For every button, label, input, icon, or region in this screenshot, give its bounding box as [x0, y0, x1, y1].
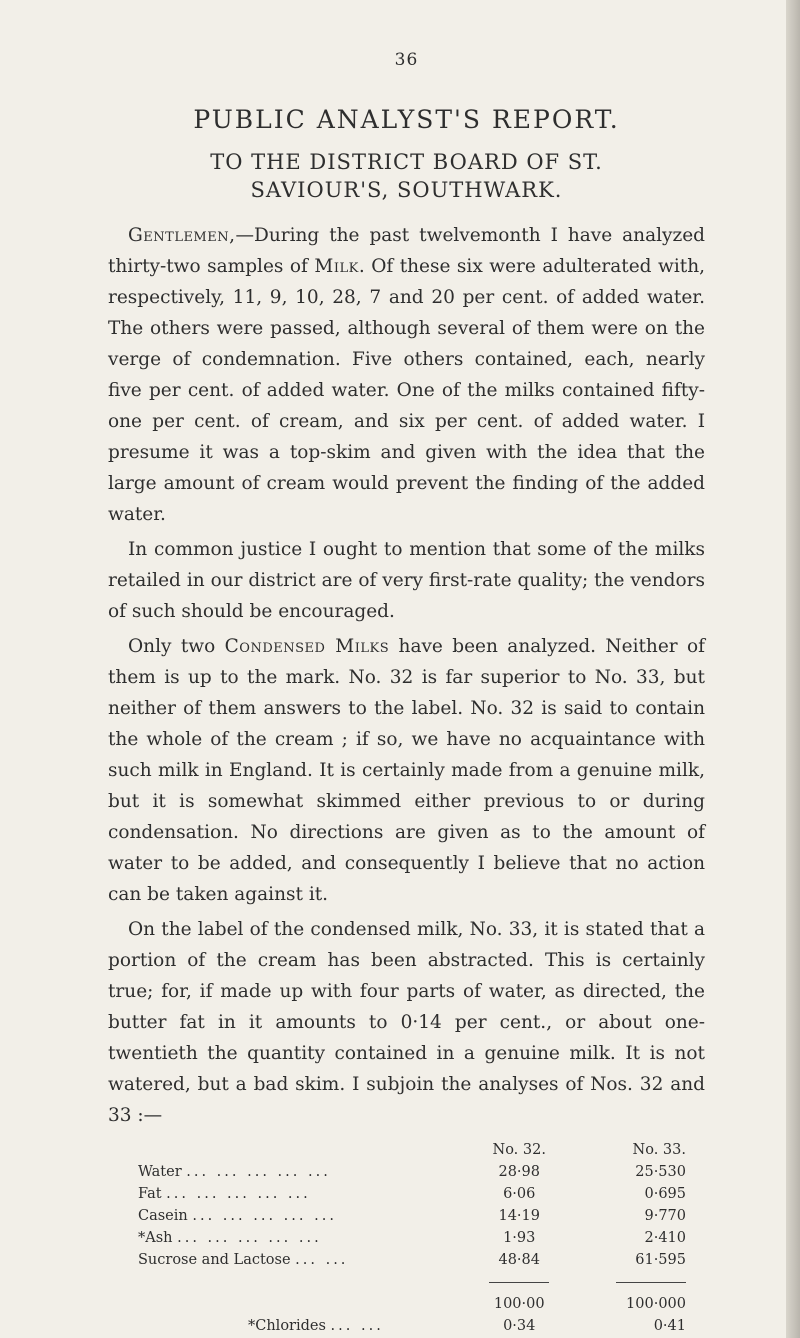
report-title: PUBLIC ANALYST'S REPORT.: [193, 105, 620, 134]
header-blank: [138, 1139, 466, 1161]
analysis-table-header: [138, 1139, 694, 1161]
paragraph-1-text-b: . Of these six were adulterated with, respectively, 11, 9, 10, 28, 7 and 20 per cent. of added water. The others were passed, although several of them were on the verge of condemnation. Five others contained, each, nearly five per cent. of added water. One of the milks contained fifty-one per cent. of cream, and six per cent. of added water. I presume it was a top-skim and given with the idea that the large amount of cream would prevent the finding of the added water.: [108, 256, 705, 525]
value-no32: 0·34: [503, 1318, 536, 1334]
total-no33: 100·000: [626, 1296, 686, 1312]
row-label: *Ash: [138, 1230, 173, 1246]
salutation: Gentlemen,: [128, 225, 236, 246]
row-label: Casein: [138, 1208, 188, 1224]
total-no32: 100·00: [493, 1296, 545, 1312]
value-no33: 61·595: [635, 1252, 686, 1268]
leader-dots: ... ...: [330, 1318, 384, 1334]
row-label: Sucrose and Lactose: [138, 1252, 291, 1268]
leader-dots: ... ...: [295, 1252, 349, 1268]
header-no32: No. 32.: [492, 1142, 546, 1158]
paragraph-3-text-b: have been analyzed. Neither of them is up to the mark. No. 32 is far superior to No. 33, but neither of them answers to the label. No. 32 is said to contain the whole of the cream ; if so, we have no acquaintance with such milk in England. It is certainly made from a genuine milk, but it is somewhat skimmed either previous to or during condensation. No directions are given as to the amount of water to be added, and consequently I believe that no action can be taken against it.: [108, 636, 705, 905]
value-no32: 6·06: [503, 1186, 536, 1202]
paragraph-1-text-a: —During the past twelvemonth I have analyzed thirty-two samples of: [108, 225, 705, 277]
value-no32: 48·84: [498, 1252, 540, 1268]
value-no32: 14·19: [498, 1208, 540, 1224]
analysis-table: [138, 1139, 694, 1337]
paragraph-quality-milks: In common justice I ought to mention that some of the milks retailed in our district are of very first-rate quality; the vendors of such should be encouraged.: [108, 539, 705, 622]
leader-dots: ... ... ... ... ...: [166, 1186, 311, 1202]
value-no33: 9·770: [644, 1208, 686, 1224]
value-no33: 25·530: [635, 1164, 686, 1180]
leader-dots: ... ... ... ... ...: [177, 1230, 322, 1246]
paragraph-condensed-milks: [108, 631, 705, 910]
table-row-sucrose-lactose: [138, 1249, 694, 1271]
page-number: 36: [394, 50, 419, 70]
table-row-fat: [138, 1183, 694, 1205]
table-row-total: [138, 1293, 694, 1315]
milk-term: Milk: [314, 256, 359, 277]
paragraph-3-text-a: Only two: [128, 636, 225, 657]
value-no32: 28·98: [498, 1164, 540, 1180]
value-no32: 1·93: [503, 1230, 536, 1246]
condensed-milks-term: Condensed Milks: [224, 636, 390, 657]
value-no33: 2·410: [644, 1230, 686, 1246]
paragraph-milk-samples: [108, 220, 705, 530]
value-no33: 0·695: [644, 1186, 686, 1202]
paragraph-label-no33: On the label of the condensed milk, No. 33, it is stated that a portion of the cream has been abstracted. This is certainly true; for, if made up with four parts of water, as directed, the butter fat in it amounts to 0·14 per cent., or about one-twentieth the quantity contained in a genuine milk. It is not watered, but a bad skim. I subjoin the analyses of Nos. 32 and 33 :—: [108, 919, 705, 1126]
leader-dots: ... ... ... ... ...: [192, 1208, 337, 1224]
table-total-rule: [138, 1271, 694, 1293]
report-addressee: TO THE DISTRICT BOARD OF ST. SAVIOUR'S, SOUTHWARK.: [210, 150, 603, 202]
value-no33: 0·41: [653, 1318, 686, 1334]
total-rule-no33: [616, 1282, 686, 1283]
table-row-casein: [138, 1205, 694, 1227]
row-label: *Chlorides: [248, 1318, 326, 1334]
total-rule-no32: [489, 1282, 549, 1283]
row-label: Fat: [138, 1186, 162, 1202]
row-label: Water: [138, 1164, 182, 1180]
leader-dots: ... ... ... ... ...: [186, 1164, 331, 1180]
table-row-ash: [138, 1227, 694, 1249]
header-no33: No. 33.: [632, 1142, 686, 1158]
table-row-chlorides: [138, 1315, 694, 1337]
table-row-water: [138, 1161, 694, 1183]
